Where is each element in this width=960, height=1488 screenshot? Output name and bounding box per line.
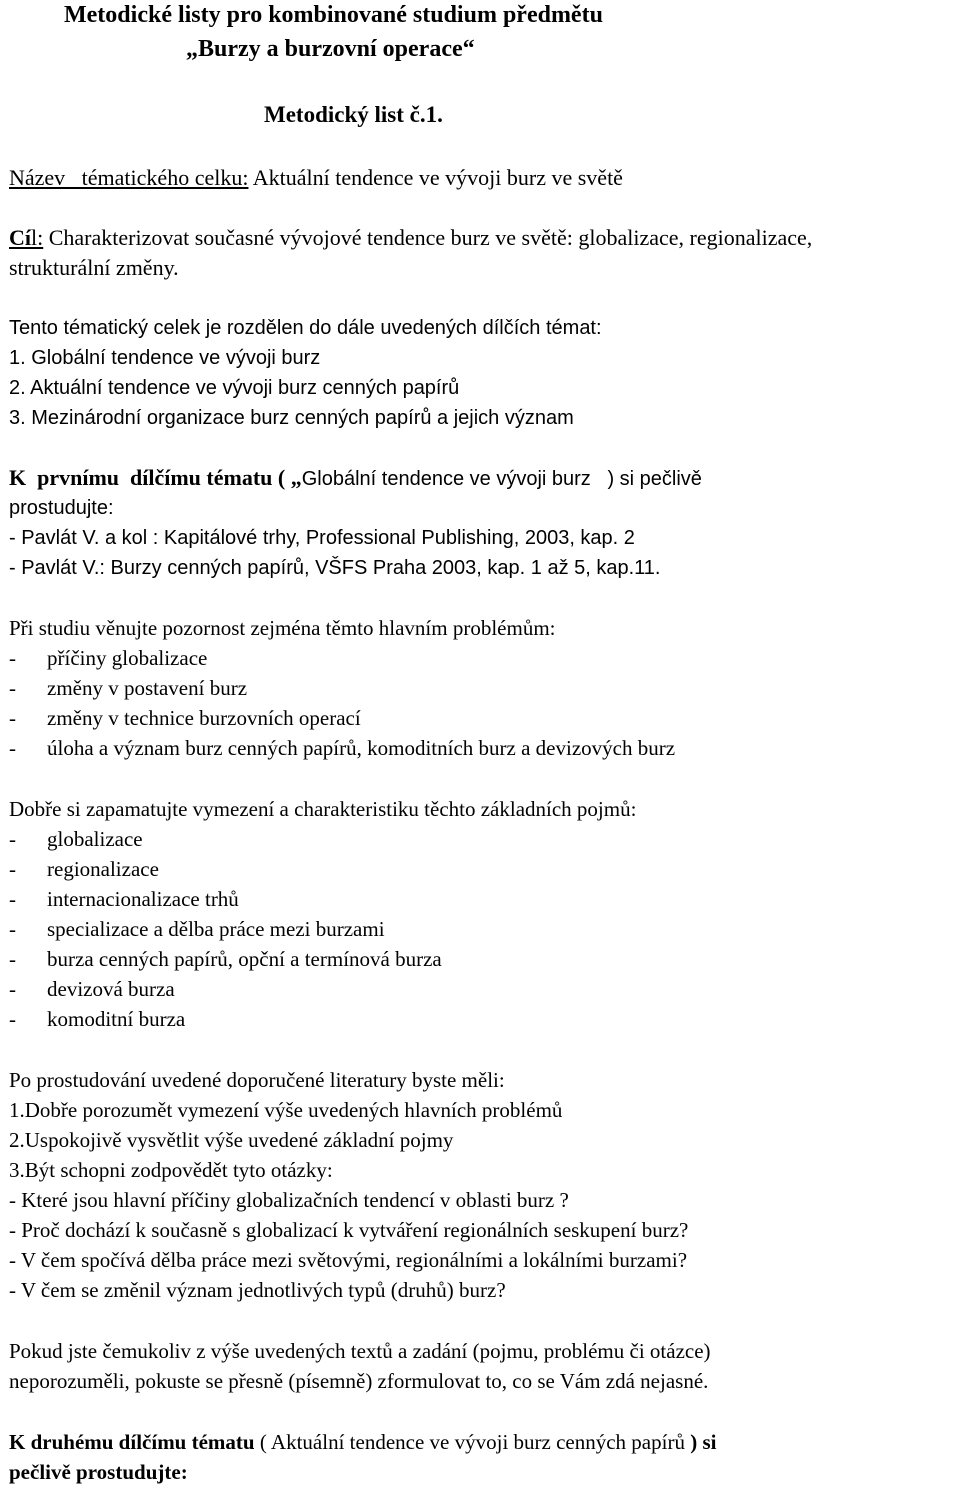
question-item: - V čem spočívá dělba práce mezi světovými, regionálními a lokálními burzami? — [9, 1248, 688, 1272]
section2-heading-rest: ( Aktuální tendence ve vývoji burz cenných papírů — [254, 1430, 691, 1454]
section1-heading-cont: prostudujte: — [9, 497, 114, 519]
concept-item: - regionalizace — [9, 857, 159, 881]
concept-item: - specializace a dělba práce mezi burzami — [9, 917, 385, 941]
intro-item-3: 3. Mezinárodní organizace burz cenných papírů a jejich význam — [9, 407, 574, 429]
reference-1: - Pavlát V. a kol : Kapitálové trhy, Professional Publishing, 2003, kap. 2 — [9, 527, 635, 549]
document-title: Metodické listy pro kombinované studium předmětu — [64, 2, 603, 28]
problem-item: - úloha a význam burz cenných papírů, komoditních burz a devizových burz — [9, 736, 676, 760]
topic-value: Aktuální tendence ve vývoji burz ve světě — [248, 165, 623, 190]
goal-text-cont: strukturální změny. — [9, 255, 179, 280]
concept-item: - internacionalizace trhů — [9, 887, 239, 911]
section2-heading-bold: K druhému dílčímu tématu — [9, 1430, 255, 1454]
concept-text: specializace a dělba práce mezi burzami — [47, 917, 385, 941]
intro-item-1: 1. Globální tendence ve vývoji burz — [9, 347, 321, 369]
concepts-heading: Dobře si zapamatujte vymezení a charakteristiku těchto základních pojmů: — [9, 797, 637, 821]
question-item: - Které jsou hlavní příčiny globalizačních tendencí v oblasti burz ? — [9, 1188, 569, 1212]
section1-heading-bold: K prvnímu dílčímu tématu ( „ — [9, 465, 302, 490]
note-line-2: neporozuměli, pokuste se přesně (písemně) zformulovat to, co se Vám zdá nejasné. — [9, 1369, 709, 1393]
goal-label: Cí — [9, 225, 31, 250]
problem-text: změny v postavení burz — [47, 676, 248, 700]
problem-text: příčiny globalizace — [47, 646, 208, 670]
question-item: - V čem se změnil význam jednotlivých typů (druhů) burz? — [9, 1278, 506, 1302]
concept-text: globalizace — [47, 827, 143, 851]
concept-item: - burza cenných papírů, opční a termínová burza — [9, 947, 442, 971]
intro-line: Tento tématický celek je rozdělen do dále uvedených dílčích témat: — [9, 317, 602, 339]
problem-item: - příčiny globalizace — [9, 646, 208, 670]
concept-text: regionalizace — [47, 857, 159, 881]
topic-label: Název tématického celku: — [9, 165, 249, 190]
section1-heading-rest: Globální tendence ve vývoji burz ) si pečlivě — [301, 468, 702, 490]
concept-item: - devizová burza — [9, 977, 175, 1001]
concept-text: komoditní burza — [47, 1007, 186, 1031]
problem-item: - změny v postavení burz — [9, 676, 248, 700]
concept-text: internacionalizace trhů — [47, 887, 239, 911]
section2-heading-bold-end: ) si — [690, 1430, 717, 1454]
section2-heading — [9, 1427, 716, 1457]
concept-item: - komoditní burza — [9, 1007, 186, 1031]
intro-item-2: 2. Aktuální tendence ve vývoji burz cenných papírů — [9, 377, 460, 399]
concept-text: devizová burza — [47, 977, 175, 1001]
topic-line — [9, 163, 623, 193]
section1-heading — [9, 463, 702, 494]
question-item: - Proč dochází k současně s globalizací k vytváření regionálních seskupení burz? — [9, 1218, 689, 1242]
concept-text: burza cenných papírů, opční a termínová burza — [47, 947, 442, 971]
concept-item: - globalizace — [9, 827, 143, 851]
document-subtitle: „Burzy a burzovní operace“ — [186, 36, 475, 62]
outcomes-heading: Po prostudování uvedené doporučené literatury byste měli: — [9, 1068, 505, 1092]
goal-text: Charakterizovat současné vývojové tendence burz ve světě: globalizace, regionalizace, — [43, 225, 813, 250]
problem-item: - změny v technice burzovních operací — [9, 706, 361, 730]
outcome-item: 3.Být schopni zodpovědět tyto otázky: — [9, 1158, 333, 1182]
note-line-1: Pokud jste čemukoliv z výše uvedených textů a zadání (pojmu, problému či otázce) — [9, 1339, 711, 1363]
section2-heading-cont: pečlivě prostudujte: — [9, 1460, 188, 1484]
problems-heading: Při studiu věnujte pozornost zejména těmto hlavním problémům: — [9, 616, 556, 640]
goal-label-rest: l: — [31, 225, 44, 250]
outcome-item: 2.Uspokojivě vysvětlit výše uvedené základní pojmy — [9, 1128, 454, 1152]
problem-text: změny v technice burzovních operací — [47, 706, 361, 730]
sheet-number: Metodický list č.1. — [264, 102, 443, 127]
reference-2: - Pavlát V.: Burzy cenných papírů, VŠFS Praha 2003, kap. 1 až 5, kap.11. — [9, 557, 661, 579]
goal-line — [9, 223, 812, 253]
outcome-item: 1.Dobře porozumět vymezení výše uvedených hlavních problémů — [9, 1098, 563, 1122]
problem-text: úloha a význam burz cenných papírů, komoditních burz a devizových burz — [47, 736, 676, 760]
